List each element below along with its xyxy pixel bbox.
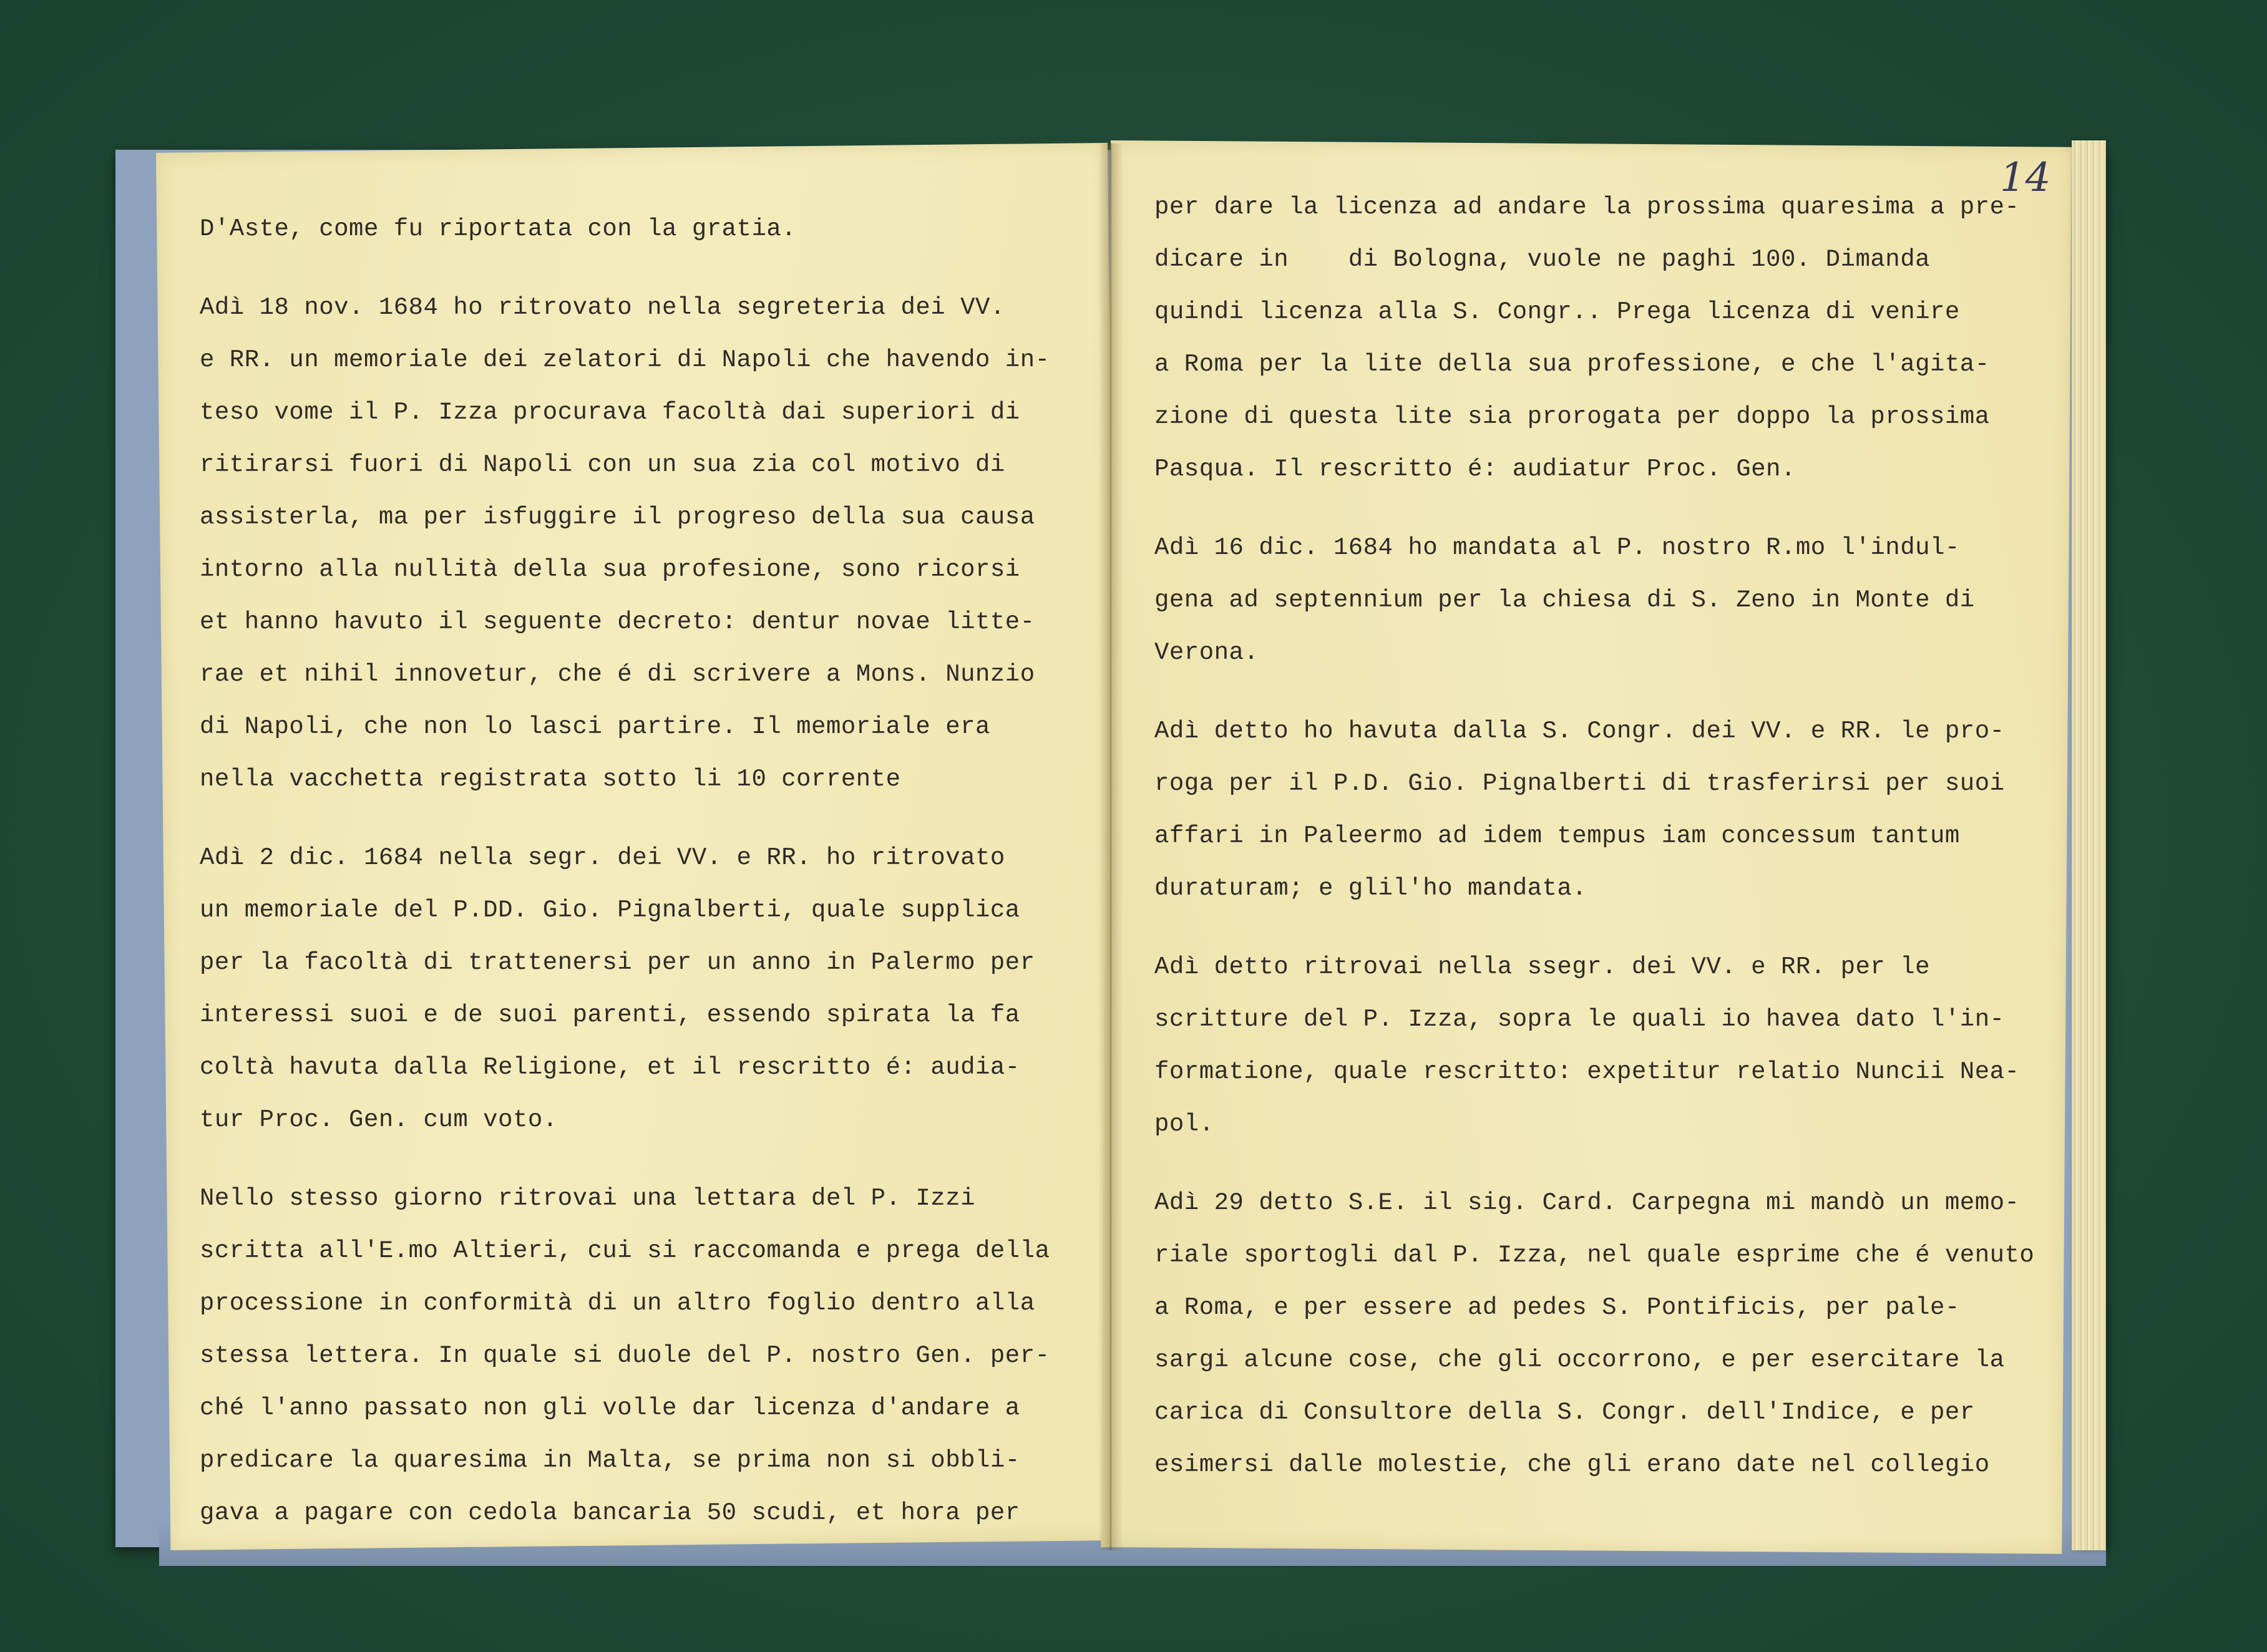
text-line: Adì detto ritrovai nella ssegr. dei VV. e RR. per le [1154,953,1930,981]
left-page-text [200,203,1050,1539]
text-line: scritta all'E.mo Altieri, cui si raccomanda e prega della [200,1237,1050,1265]
page-edges [2072,140,2106,1550]
paragraph-gap [200,255,1050,281]
paragraph-gap [200,805,1050,832]
text-line: zione di questa lite sia prorogata per doppo la prossima [1154,403,1990,430]
text-line: Adì 18 nov. 1684 ho ritrovato nella segreteria dei VV. [200,294,1005,321]
text-line: gava a pagare con cedola bancaria 50 scudi, et hora per [200,1499,1020,1527]
text-line: gena ad septennium per la chiesa di S. Zeno in Monte di [1154,586,1975,614]
paragraph-gap [1154,679,2034,705]
text-line: coltà havuta dalla Religione, et il rescritto é: audia- [200,1054,1020,1081]
text-line: D'Aste, come fu riportata con la gratia. [200,215,797,243]
text-line: un memoriale del P.DD. Gio. Pignalberti, quale supplica [200,896,1020,924]
book-gutter [1098,143,1123,1550]
text-line: interessi suoi e de suoi parenti, essendo spirata la fa [200,1001,1020,1029]
text-line: roga per il P.D. Gio. Pignalberti di trasferirsi per suoi [1154,770,2005,797]
text-line: ché l'anno passato non gli volle dar licenza d'andare a [200,1394,1020,1422]
text-line: Pasqua. Il rescritto é: audiatur Proc. Gen. [1154,455,1796,483]
text-line: Verona. [1154,639,1259,666]
text-line: dicare in di Bologna, vuole ne paghi 100. Dimanda [1154,246,1930,273]
text-line: esimersi dalle molestie, che gli erano date nel collegio [1154,1451,1990,1479]
text-line: a Roma, e per essere ad pedes S. Pontificis, per pale- [1154,1294,1960,1321]
text-line: quindi licenza alla S. Congr.. Prega licenza di venire [1154,298,1960,326]
text-line: et hanno havuto il seguente decreto: dentur novae litte- [200,608,1035,636]
paragraph-gap [1154,915,2034,941]
text-line: predicare la quaresima in Malta, se prima non si obbli- [200,1447,1020,1474]
text-line: Adì 2 dic. 1684 nella segr. dei VV. e RR. ho ritrovato [200,844,1005,872]
text-line: nella vacchetta registrata sotto li 10 corrente [200,765,901,793]
text-line: per la facoltà di trattenersi per un anno in Palermo per [200,949,1035,976]
text-line: intorno alla nullità della sua profesione, sono ricorsi [200,556,1020,583]
text-line: tur Proc. Gen. cum voto. [200,1106,558,1134]
text-line: affari in Paleermo ad idem tempus iam concessum tantum [1154,822,1960,850]
paragraph-gap [1154,1150,2034,1177]
text-line: per dare la licenza ad andare la prossima quaresima a pre- [1154,193,2020,221]
text-line: scritture del P. Izza, sopra le quali io havea dato l'in- [1154,1006,2005,1033]
text-line: sargi alcune cose, che gli occorrono, e per esercitare la [1154,1346,2005,1374]
text-line: e RR. un memoriale dei zelatori di Napoli che havendo in- [200,346,1050,374]
text-line: Adì 29 detto S.E. il sig. Card. Carpegna mi mandò un memo- [1154,1189,2020,1217]
right-page-text [1154,181,2034,1491]
text-line: a Roma per la lite della sua professione, e che l'agita- [1154,351,1990,378]
text-line: Adì detto ho havuta dalla S. Congr. dei VV. e RR. le pro- [1154,717,2005,745]
text-line: carica di Consultore della S. Congr. dell'Indice, e per [1154,1399,1975,1426]
text-line: assisterla, ma per isfuggire il progreso della sua causa [200,503,1035,531]
text-line: stessa lettera. In quale si duole del P. nostro Gen. per- [200,1342,1050,1369]
paragraph-gap [200,1146,1050,1172]
text-line: processione in conformità di un altro foglio dentro alla [200,1290,1035,1317]
text-line: teso vome il P. Izza procurava facoltà dai superiori di [200,399,1020,426]
folio-number: 14 [2000,155,2051,201]
text-line: ritirarsi fuori di Napoli con un sua zia col motivo di [200,451,1005,479]
text-line: pol. [1154,1110,1214,1138]
text-line: Nello stesso giorno ritrovai una lettara del P. Izzi [200,1185,975,1212]
text-line: Adì 16 dic. 1684 ho mandata al P. nostro R.mo l'indul- [1154,534,1960,561]
text-line: duraturam; e glil'ho mandata. [1154,875,1587,902]
text-line: rae et nihil innovetur, che é di scrivere a Mons. Nunzio [200,661,1035,688]
text-line: riale sportogli dal P. Izza, nel quale esprime che é venuto [1154,1241,2035,1269]
text-line: di Napoli, che non lo lasci partire. Il memoriale era [200,713,990,741]
text-line: formatione, quale rescritto: expetitur relatio Nuncii Nea- [1154,1058,2020,1086]
paragraph-gap [1154,495,2034,522]
